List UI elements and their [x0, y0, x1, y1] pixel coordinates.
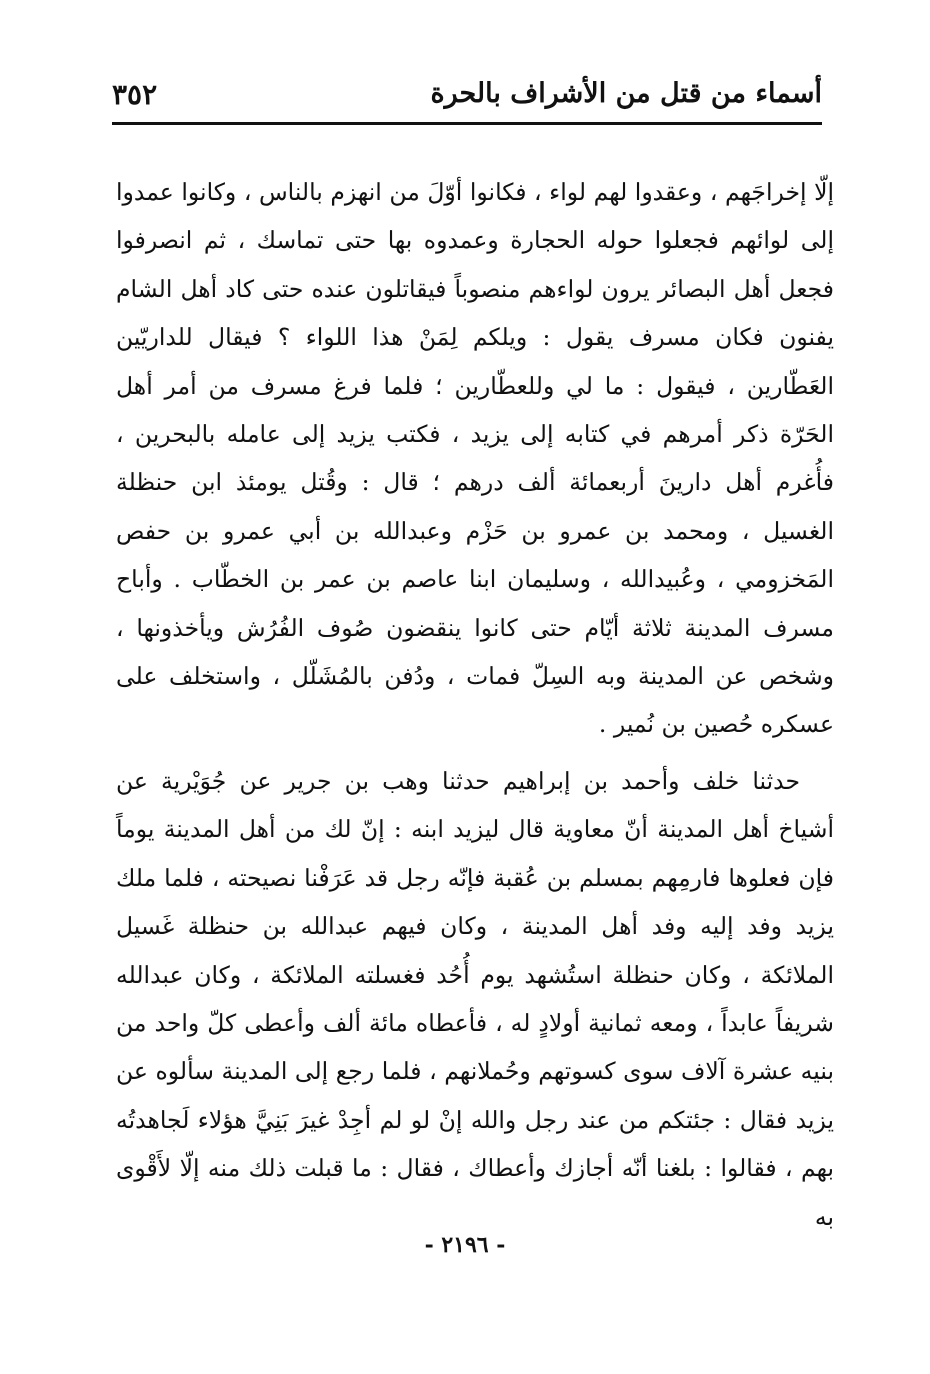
paragraph-gap — [116, 749, 834, 757]
footer-page-marker: - ٢١٩٦ - — [424, 1232, 506, 1258]
page-number: ٣٥٢ — [112, 78, 158, 111]
paragraph: إلّا إخراجَهم ، وعقدوا لهم لواء ، فكانوا أوّلَ من انهزم بالناس ، وكانوا عمدوا إلى لوائهم فجعلوا حوله الحجارة وعمدوه بها حتى تماسك ، ثم انصرفوا فجعل أهل البصائر يرون لواءهم منصوباً فيقاتلون عنده حتى كاد أهل الشام يفنون فكان مسرف يقول : ويلكم لِمَنْ هذا اللواء ؟ فيقال للداريّين العَطّارين ، فيقول : ما لي وللعطّارين ؛ فلما فرغ مسرف من أمر أهل الحَرّة ذكر أمرهم في كتابه إلى يزيد ، فكتب يزيد إلى عامله بالبحرين ، فأُغرم أهل دارينَ أربعمائة ألف درهم ؛ قال : وقُتل يومئذ ابن حنظلة الغسيل ، ومحمد بن عمرو بن حَزْم وعبدالله بن أبي عمرو بن حفص المَخزومي ، وعُبيدالله ، وسليمان ابنا عاصم بن عمر بن الخطّاب . وأباح مسرف المدينة ثلاثة أيّام حتى كانوا ينقضون صُوف الفُرُش ويأخذونها ، وشخص عن المدينة وبه السِلّ فمات ، ودُفن بالمُشَلّل ، واستخلف على عسكره حُصين بن نُمير . — [116, 178, 835, 739]
paragraph: حدثنا خلف وأحمد بن إبراهيم حدثنا وهب بن جرير عن جُوَيْرية عن أشياخ أهل المدينة أنّ معاوية قال ليزيد ابنه : إنّ لك من أهل المدينة يوماً فإن فعلوها فارمِهم بمسلم بن عُقبة فإنّه رجل قد عَرَفْنا نصيحته ، فلما ملك يزيد وفد إليه وفد أهل المدينة ، وكان فيهم عبدالله بن حنظلة غَسيل الملائكة ، وكان حنظلة استُشهد يوم أُحُد فغسلته الملائكة ، وكان عبدالله شريفاً عابداً ، ومعه ثمانية أولادٍ له ، فأعطاه مائة ألف وأعطى كلّ واحد من بنيه عشرة آلاف سوى كسوتهم وحُملانهم ، فلما رجع إلى المدينة سألوه عن يزيد فقال : جئتكم من عند رجل والله إنْ لو لم أجِدْ غيرَ بَنِيَّ هؤلاء لَجاهدتُه بهم ، فقالوا : بلغنا أنّه أجازك وأعطاك ، فقال : ما قبلت ذلك منه إلّا لأَقْوى به — [116, 766, 834, 1231]
main-text — [116, 168, 834, 1241]
header-divider — [112, 122, 822, 125]
chapter-title: أسماء من قتل من الأشراف بالحرة — [430, 78, 822, 109]
running-header — [112, 72, 822, 120]
